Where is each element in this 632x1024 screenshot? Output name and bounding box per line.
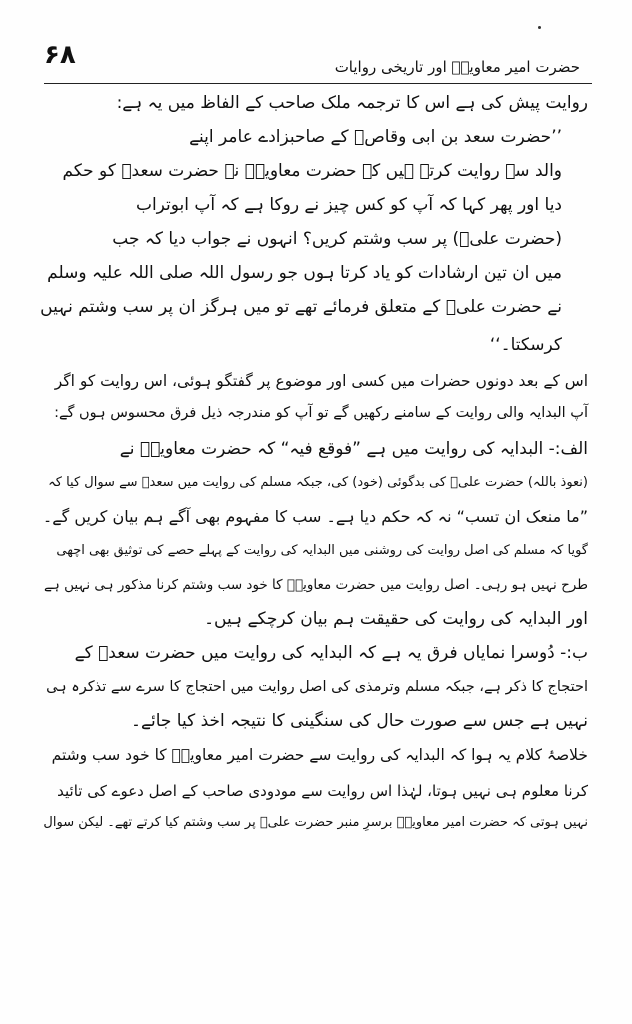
text-line: گویا کہ مسلم کی اصل روایت کی روشنی میں البدایہ کی روایت کے پہلے حصے کی توثیق بھی اچھی [56,543,588,558]
text-line: اس کے بعد دونوں حضرات میں کسی اور موضوع پر گفتگو ہوئی، اس روایت کو اگر [54,372,588,390]
text-line: خلاصۂ کلام یہ ہوا کہ البدایہ کی روایت سے حضرت امیر معاویہؓ کا خود سب وشتم [51,746,588,764]
text-line: نہیں ہے جس سے صورت حال کی سنگینی کا نتیجہ اخذ کیا جائے۔ [131,711,588,731]
page-mark [538,26,541,29]
text-line: (نعوذ باللہ) حضرت علیؓ کی بدگوئی (خود) کی، جبکہ مسلم کی روایت میں سعدؓ سے سوال کیا کہ [48,475,588,490]
text-line: اور البدایہ کی روایت کی حقیقت ہم بیان کرچکے ہیں۔ [204,609,588,629]
text-line: آپ البدایہ والی روایت کے سامنے رکھیں گے تو آپ کو مندرجہ ذیل فرق محسوس ہوں گے: [54,405,588,421]
running-header-title: حضرت امیر معاویہؓ اور تاریخی روایات [334,58,580,76]
header-divider [44,83,592,84]
text-line: طرح نہیں ہو رہی۔ اصل روایت میں حضرت معاویہؓ کا خود سب وشتم کرنا مذکور ہی نہیں ہے [43,577,588,593]
text-line: (حضرت علیؓ) پر سب وشتم کریں؟ انہوں نے جواب دیا کہ جب [112,229,562,249]
text-line: روایت پیش کی ہے اس کا ترجمہ ملک صاحب کے الفاظ میں یہ ہے: [116,93,588,113]
text-line: کرسکتا۔‘‘ [489,335,562,355]
text-line: الف:- البدایہ کی روایت میں ہے ”فوقع فیہ“ کہ حضرت معاویہؓ نے [119,439,588,459]
text-line: نہیں ہوتی کہ حضرت امیر معاویہؓ برسرِ منبر حضرت علیؓ پر سب وشتم کیا کرتے تھے۔ لیکن سوال [43,815,588,830]
text-line: ’’حضرت سعد بن ابی وقاصؓ کے صاحبزادے عامر اپنے [189,127,562,147]
text-line: دیا اور پھر کہا کہ آپ کو کس چیز نے روکا ہے کہ آپ ابوتراب [135,195,562,215]
text-line: احتجاج کا ذکر ہے، جبکہ مسلم وترمذی کی اصل روایت میں احتجاج کا سرے سے تذکرہ ہی [46,679,588,695]
text-line: نے حضرت علیؓ کے متعلق فرمائے تھے تو میں ہرگز ان پر سب وشتم نہیں [40,297,562,317]
text-line: والد سے روایت کرتے ہیں کہ حضرت معاویہؓ نے حضرت سعدؓ کو حکم [62,161,562,181]
text-line: کرنا معلوم ہی نہیں ہوتا، لہٰذا اس روایت سے مودودی صاحب کے اصل دعوے کی تائید [57,782,588,800]
text-line: میں ان تین ارشادات کو یاد کرتا ہوں جو رسول اللہ صلی اللہ علیہ وسلم [47,263,562,283]
text-line: ”ما منعک ان تسب“ نہ کہ حکم دیا ہے۔ سب کا مفہوم بھی آگے ہم بیان کریں گے۔ [42,507,588,526]
text-line: ب:- دُوسرا نمایاں فرق یہ ہے کہ البدایہ کی روایت میں حضرت سعدؓ کے [74,643,588,663]
page-number: ۶۸ [44,40,76,70]
